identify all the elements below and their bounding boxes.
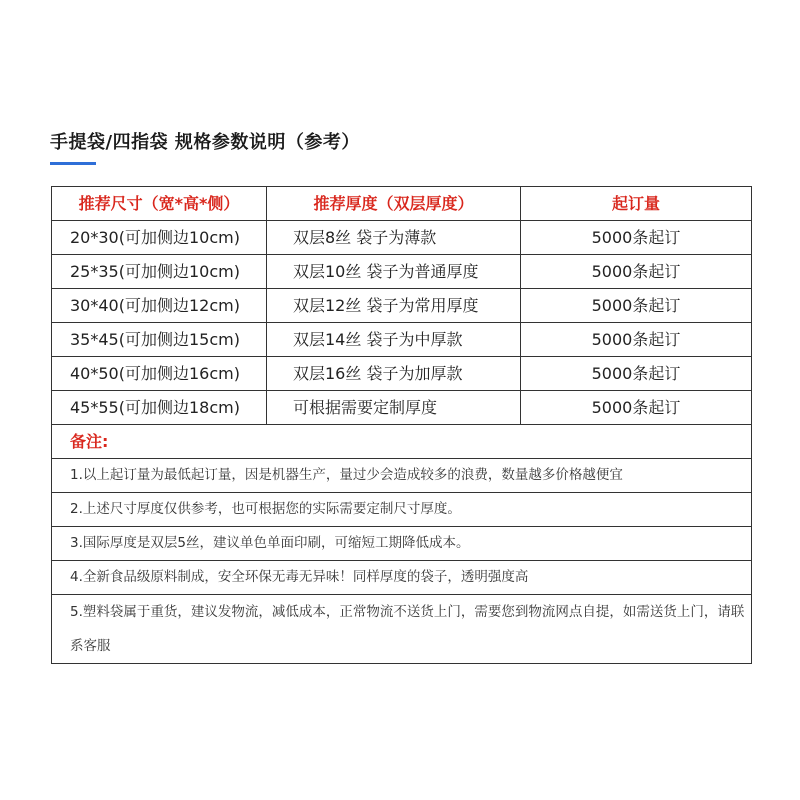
moq-cell: 5000条起订 <box>521 255 752 289</box>
moq-cell: 5000条起订 <box>521 221 752 255</box>
header-thickness: 推荐厚度（双层厚度） <box>267 187 521 221</box>
thickness-cell: 双层12丝 袋子为常用厚度 <box>267 289 521 323</box>
note-row <box>52 459 752 493</box>
size-cell: 40*50(可加侧边16cm) <box>52 357 267 391</box>
moq-cell: 5000条起订 <box>521 357 752 391</box>
note-item: 5.塑料袋属于重货，建议发物流，减低成本，正常物流不送货上门，需要您到物流网点自提，如需送货上门，请联系客服 <box>52 595 752 664</box>
moq-cell: 5000条起订 <box>521 289 752 323</box>
thickness-cell: 可根据需要定制厚度 <box>267 391 521 425</box>
page-title: 手提袋/四指袋 规格参数说明（参考） <box>50 132 360 153</box>
table-row <box>52 391 752 425</box>
moq-cell: 5000条起订 <box>521 391 752 425</box>
note-row <box>52 561 752 595</box>
header-size: 推荐尺寸（宽*高*侧） <box>52 187 267 221</box>
title-underline <box>50 162 96 165</box>
size-cell: 20*30(可加侧边10cm) <box>52 221 267 255</box>
size-cell: 25*35(可加侧边10cm) <box>52 255 267 289</box>
note-item: 4.全新食品级原料制成，安全环保无毒无异味！同样厚度的袋子，透明强度高 <box>52 561 752 595</box>
note-item: 3.国际厚度是双层5丝，建议单色单面印刷，可缩短工期降低成本。 <box>52 527 752 561</box>
note-item: 2.上述尺寸厚度仅供参考，也可根据您的实际需要定制尺寸厚度。 <box>52 493 752 527</box>
table-row <box>52 255 752 289</box>
size-cell: 45*55(可加侧边18cm) <box>52 391 267 425</box>
note-row <box>52 595 752 664</box>
table-row <box>52 221 752 255</box>
thickness-cell: 双层10丝 袋子为普通厚度 <box>267 255 521 289</box>
table-header-row <box>52 187 752 221</box>
thickness-cell: 双层14丝 袋子为中厚款 <box>267 323 521 357</box>
spec-table <box>51 186 752 664</box>
note-row <box>52 493 752 527</box>
thickness-cell: 双层16丝 袋子为加厚款 <box>267 357 521 391</box>
header-moq: 起订量 <box>521 187 752 221</box>
notes-title-row <box>52 425 752 459</box>
note-row <box>52 527 752 561</box>
thickness-cell: 双层8丝 袋子为薄款 <box>267 221 521 255</box>
table-row <box>52 289 752 323</box>
note-item: 1.以上起订量为最低起订量，因是机器生产，量过少会造成较多的浪费，数量越多价格越便宜 <box>52 459 752 493</box>
notes-title: 备注: <box>52 425 752 459</box>
size-cell: 35*45(可加侧边15cm) <box>52 323 267 357</box>
size-cell: 30*40(可加侧边12cm) <box>52 289 267 323</box>
moq-cell: 5000条起订 <box>521 323 752 357</box>
table-row <box>52 357 752 391</box>
table-row <box>52 323 752 357</box>
